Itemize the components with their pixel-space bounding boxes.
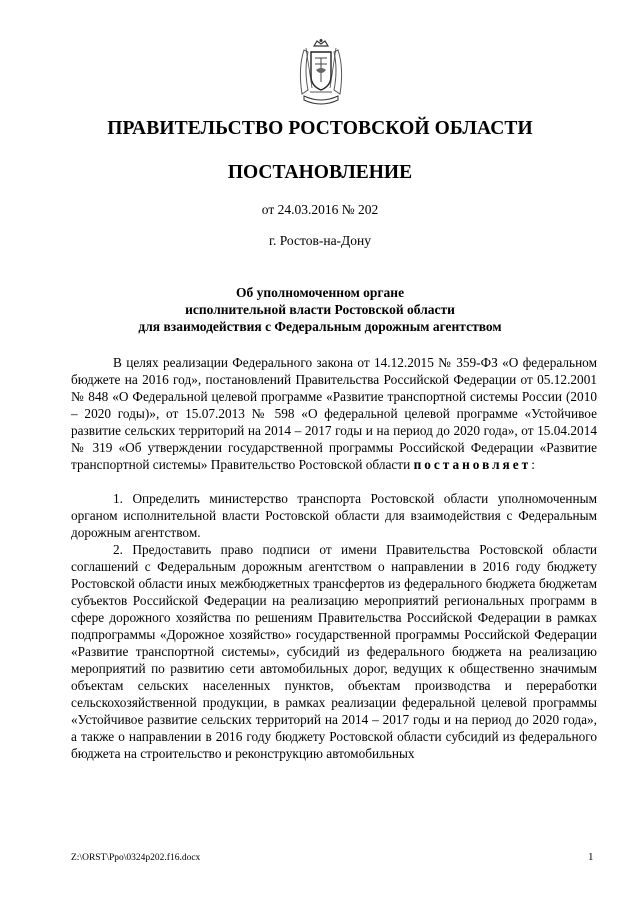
footer-page-number: 1 xyxy=(588,851,594,863)
document-title xyxy=(0,284,640,335)
title-line-1: Об уполномоченном органе xyxy=(235,285,405,300)
title-line-2: исполнительной власти Ростовской области xyxy=(185,302,455,317)
date-number-line: от 24.03.2016 № 202 xyxy=(261,202,379,217)
city-line: г. Ростов-на-Дону xyxy=(268,233,371,248)
resolves-word: постановляет xyxy=(413,457,532,472)
document-type: ПОСТАНОВЛЕНИЕ xyxy=(227,162,413,183)
item-paragraph-2: 2. Предоставить право подписи от имени Правительства Ростовской области соглашений с Федеральным дорожным агентством о направлении в 2016 году бюджету Ростовской области иных межбюджетных трансфертов из федерального бюджета бюджетам субъектов Российской Федерации на реализацию мероприятий региональных программ в сфере дорожного хозяйства по решениям Правительства Российской Федерации в рамках подпрограммы «Дорожное хозяйство» государственной программы Российской Федерации «Развитие транспортной системы», субсидий из федерального бюджета на реализацию мероприятий по развитию сети автомобильных дорог, ведущих к общественно значимым объектам сельских населенных пунктов, объектам производства и переработки сельскохозяйственной продукции, в рамках реализации федеральной целевой программы «Устойчивое развитие сельских территорий на 2014 – 2017 годы и на период до 2020 года», а также о направлении в 2016 году бюджету Ростовской области субсидий из федерального бюджета на строительство и реконструкцию автомобильных xyxy=(71,542,597,761)
footer-file-path: Z:\ORST\Ppo\0324p202.f16.docx xyxy=(71,853,201,863)
preamble-paragraph xyxy=(71,354,597,473)
coat-of-arms-emblem xyxy=(294,38,348,108)
government-name: ПРАВИТЕЛЬСТВО РОСТОВСКОЙ ОБЛАСТИ xyxy=(107,118,533,139)
title-line-3: для взаимодействия с Федеральным дорожным агентством xyxy=(138,319,502,334)
resolves-colon: : xyxy=(531,457,535,472)
item-paragraph-1: 1. Определить министерство транспорта Ростовской области уполномоченным органом исполнительной власти Ростовской области для взаимодействия с Федеральным дорожным агентством. xyxy=(71,491,597,540)
preamble-text: В целях реализации Федерального закона от 14.12.2015 № 359-ФЗ «О федеральном бюджете на 2016 год», постановлений Правительства Российской Федерации от 05.12.2001 № 848 «О Федеральной целевой программе «Развитие транспортной системы России (2010 – 2020 годы)», от 15.07.2013 № 598 «О федеральной целевой программе «Устойчивое развитие сельских территорий на 2014 – 2017 годы и на период до 2020 года», от 15.04.2014 № 319 «Об утверждении государственной программы Российской Федерации «Развитие транспортной системы» Правительство Ростовской области xyxy=(71,355,597,472)
document-body xyxy=(71,354,597,762)
